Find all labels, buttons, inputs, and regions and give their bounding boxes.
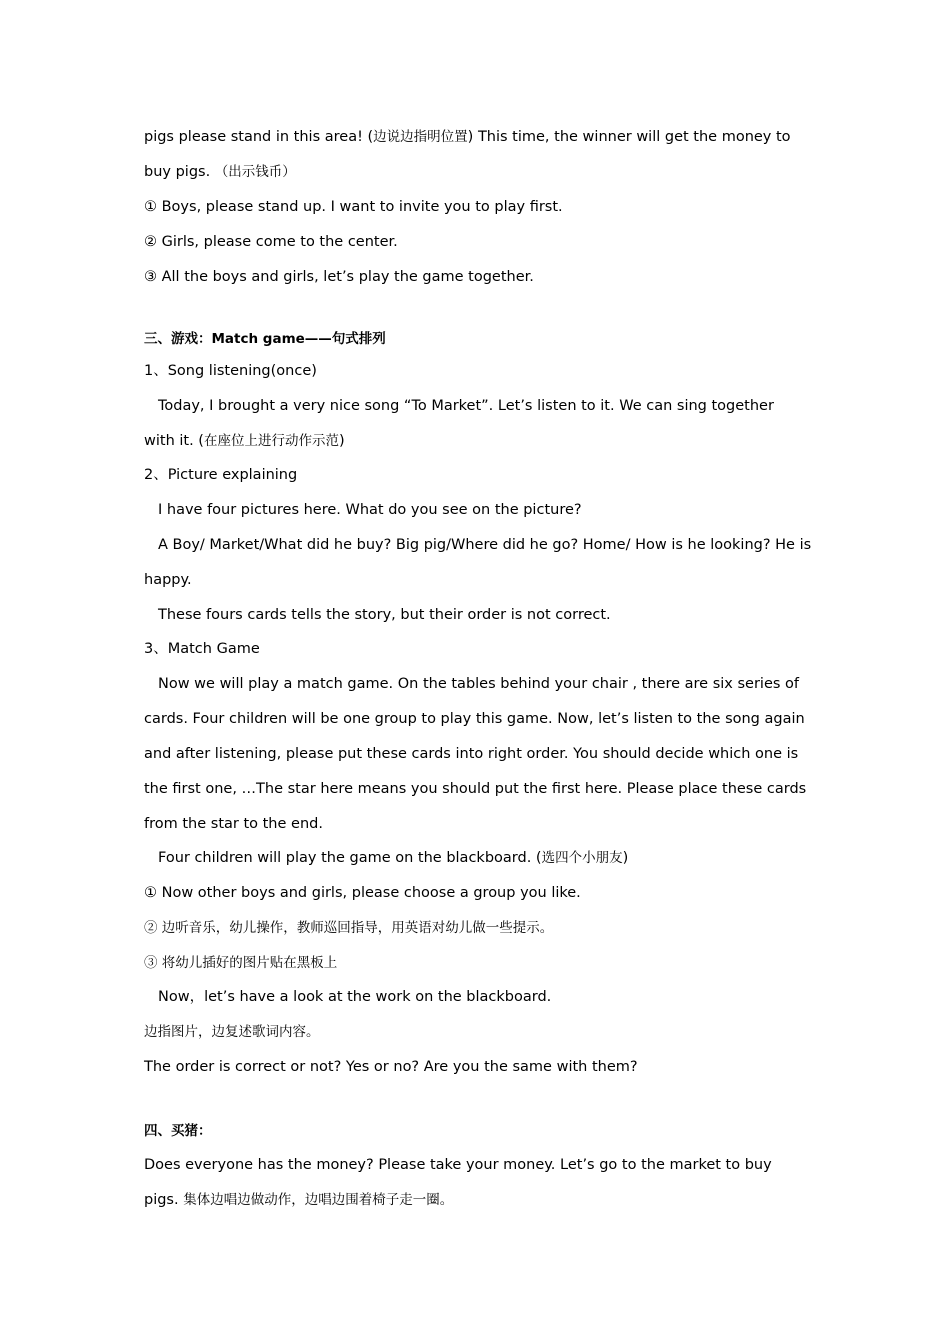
paragraph-line <box>144 127 791 147</box>
heading-part: 三、游戏： <box>144 331 212 347</box>
text-run: ) <box>338 433 345 449</box>
paragraph-line: Now we will play a match game. On the tables behind your chair , there are six series of <box>158 676 800 692</box>
subheading: 3、Match Game <box>144 641 260 657</box>
list-item: ② Girls, please come to the center. <box>144 234 398 250</box>
list-item: ② 边听音乐，幼儿操作，教师巡回指导，用英语对幼儿做一些提示。 <box>144 920 554 936</box>
chinese-note: 边说边指明位置 <box>373 129 468 145</box>
section-heading-3 <box>144 329 386 349</box>
paragraph-line: Today, I brought a very nice song “To Market”. Let’s listen to it. We can sing together <box>158 398 774 414</box>
list-item: ③ All the boys and girls, let’s play the game together. <box>144 269 534 285</box>
text-run: ) <box>622 850 629 866</box>
paragraph-line <box>144 431 345 451</box>
subheading: 1、Song listening(once) <box>144 363 317 379</box>
heading-part: 句式排列 <box>331 331 386 347</box>
list-item: ① Boys, please stand up. I want to invite you to play first. <box>144 199 563 215</box>
paragraph-line: cards. Four children will be one group to play this game. Now, let’s listen to the song again <box>144 711 805 727</box>
text-run: buy pigs. <box>144 164 211 180</box>
text-run: ) This time, the winner will get the money to <box>467 129 791 145</box>
chinese-note: 在座位上进行动作示范 <box>203 433 339 449</box>
list-item: ③ 将幼儿插好的图片贴在黑板上 <box>144 955 338 971</box>
text-run: Four children will play the game on the blackboard. ( <box>158 850 542 866</box>
subheading: 2、Picture explaining <box>144 467 298 483</box>
paragraph-line <box>158 848 628 868</box>
paragraph-line: A Boy/ Market/What did he buy? Big pig/Where did he go? Home/ How is he looking? He is <box>158 537 812 553</box>
paragraph-line: Does everyone has the money? Please take your money. Let’s go to the market to buy <box>144 1157 772 1173</box>
paragraph-line: I have four pictures here. What do you see on the picture? <box>158 502 582 518</box>
chinese-note: 选四个小朋友 <box>541 850 623 866</box>
paragraph-line: The order is correct or not? Yes or no? Are you the same with them? <box>144 1059 638 1075</box>
text-run: pigs please stand in this area! ( <box>144 129 374 145</box>
paragraph-line: These fours cards tells the story, but their order is not correct. <box>158 607 611 623</box>
text-run: with it. ( <box>144 433 204 449</box>
section-heading-4: 四、买猪： <box>144 1123 212 1139</box>
paragraph-line <box>144 1190 453 1210</box>
paragraph-line: from the star to the end. <box>144 816 323 832</box>
heading-part: Match game—— <box>211 331 332 347</box>
list-item: ① Now other boys and girls, please choose a group you like. <box>144 885 581 901</box>
paragraph-line: happy. <box>144 572 192 588</box>
paragraph-line: 边指图片，边复述歌词内容。 <box>144 1024 320 1040</box>
paragraph-line: the first one, …The star here means you should put the first here. Please place these cards <box>144 781 807 797</box>
chinese-note: 集体边唱边做动作，边唱边围着椅子走一圈。 <box>183 1192 454 1208</box>
paragraph-line: Now，let’s have a look at the work on the blackboard. <box>158 989 552 1005</box>
text-run: pigs. <box>144 1192 179 1208</box>
paragraph-line <box>144 162 296 182</box>
paragraph-line: and after listening, please put these cards into right order. You should decide which one is <box>144 746 799 762</box>
chinese-note: （出示钱币） <box>214 164 296 180</box>
